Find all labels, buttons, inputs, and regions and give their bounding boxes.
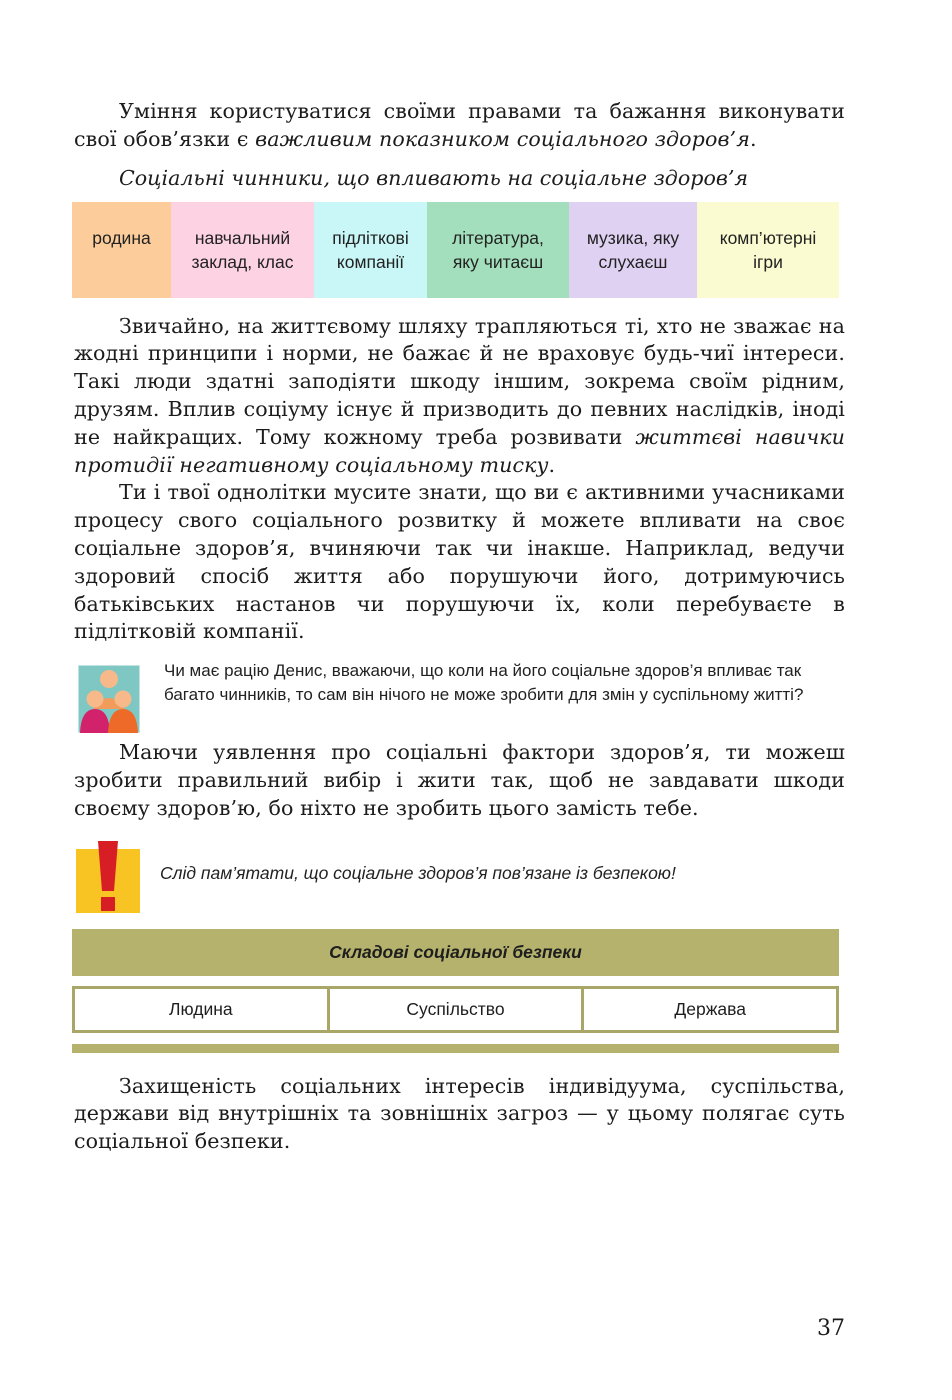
factors-caption: Соціальні чинники, що впливають на соціальне здоров’я (119, 165, 749, 190)
factor-computer-games: комп’ютерні ігри (697, 202, 839, 298)
factor-family: родина (72, 202, 171, 298)
people-group-icon (78, 665, 140, 733)
intro-emphasis: важливим показником соціального здоров’я (255, 126, 750, 151)
safety-cell-society: Суспільство (327, 989, 582, 1030)
paragraph-5: Захищеність соціальних інтересів індивідуума, суспільства, держави від внутрішніх та зовнішніх загроз — у цьому полягає суть соціальної безпеки. (74, 1073, 845, 1154)
note-text: Слід пам’ятати, що соціальне здоров’я пов’язане із безпекою! (160, 862, 676, 883)
safety-cell-person: Людина (169, 998, 233, 1019)
intro-text: Уміння користуватися своїми правами та бажання виконувати свої обов’язки є (74, 99, 845, 151)
safety-header: Складові соціальної безпеки (72, 929, 839, 976)
question-text: Чи має рацію Денис, вважаючи, що коли на його соціальне здоров’я впливає так багато чинників, то сам він нічого не може зробити для змін у суспільному житті? (164, 661, 804, 704)
page-content (74, 98, 845, 1156)
safety-row (72, 986, 839, 1033)
page-number: 37 (817, 1316, 845, 1341)
safety-footer-bar (72, 1044, 839, 1053)
intro-end: . (749, 126, 757, 151)
factor-school: навчальний заклад, клас (171, 202, 314, 298)
factor-music: музика, яку слухаєш (569, 202, 697, 298)
paragraph-3: Ти і твої однолітки мусите знати, що ви є активними учасниками процесу свого соціального розвитку й можете впливати на своє соціальне здоров’я, вчиняючи так чи інакше. Наприклад, ведучи здоровий спосіб життя або порушуючи його, дотримуючись батьківських настанов чи порушуючи їх, коли перебуваєте в підлітковій компанії. (74, 480, 845, 644)
intro-paragraph (74, 98, 845, 154)
factors-row (72, 202, 839, 298)
exclamation-icon (76, 841, 140, 915)
factor-teen-companies: підліткові компанії (314, 202, 427, 298)
note-block (74, 841, 845, 917)
factor-literature: література, яку читаєш (427, 202, 569, 298)
safety-cell-state: Держава (581, 989, 836, 1030)
paragraph-4: Маючи уявлення про соціальні фактори здоров’я, ти можеш зробити правильний вибір і жити так, щоб не завдавати шкоди своєму здоров’ю, бо ніхто не зробить цього замість тебе. (74, 740, 845, 820)
paragraph-2: Звичайно, на життєвому шляху трапляються ті, хто не зважає на жодні принципи і норми, не бажає й не враховує будь-чиї інтереси. Такі люди здатні заподіяти шкоду іншим, зокрема своїм рідним, друзям. Вплив соціуму існує й призводить до певних наслідків, іноді не найкращих. Тому кожному треба розвивати життєві навички протидії негативному соціальному тиску. (74, 313, 845, 477)
question-block (74, 659, 845, 739)
safety-table (72, 929, 839, 1053)
